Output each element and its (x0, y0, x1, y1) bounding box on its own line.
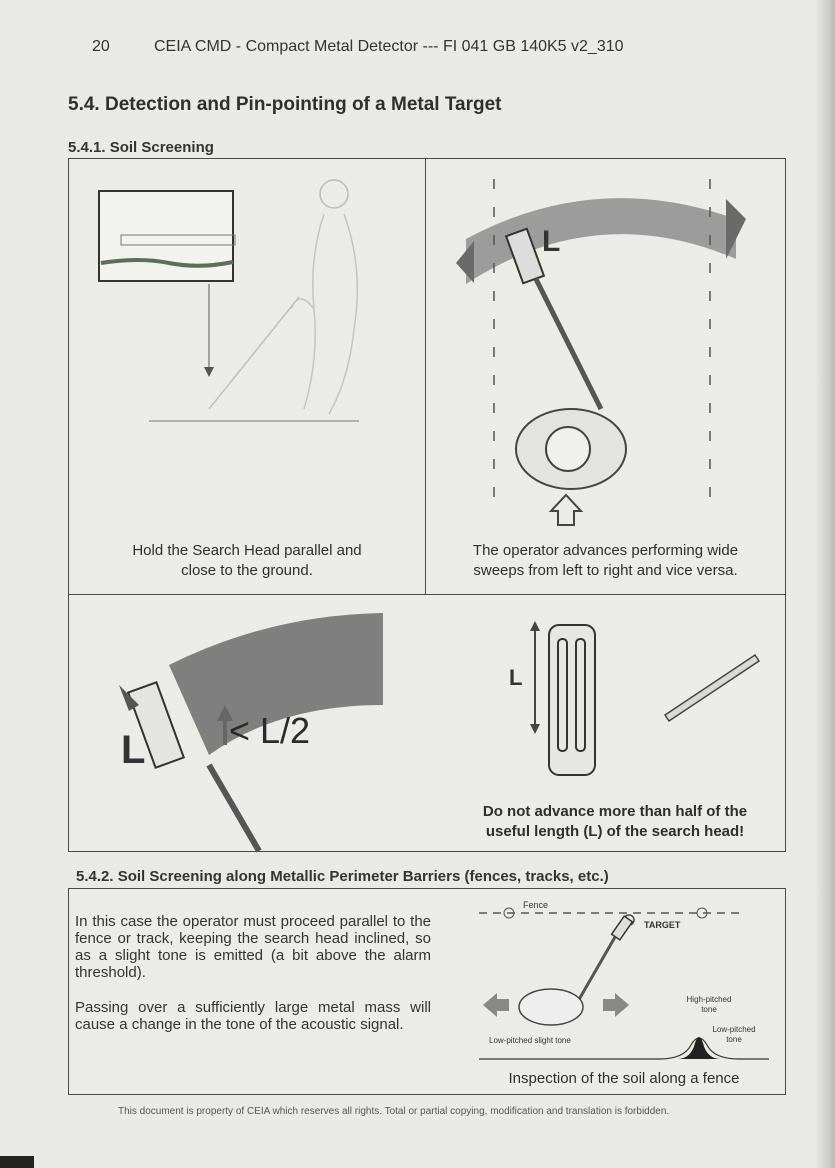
detector-shaft (209, 297, 299, 409)
figure-overlap-view (69, 595, 409, 851)
tone-peak (677, 1037, 721, 1059)
operator-top-view-small (519, 989, 583, 1025)
warning-line-1: Do not advance more than half of the (482, 803, 748, 820)
page-number: 20 (92, 38, 110, 55)
figure-box-soil-screening (68, 158, 786, 596)
high-tone-label-2: tone (701, 1005, 717, 1014)
operator-head-top (546, 427, 590, 471)
low-tone-label-1: Low-pitched (712, 1025, 756, 1034)
detector-shaft-side (665, 655, 759, 721)
figure-operator-side-view (69, 159, 425, 519)
search-head-inclined (612, 916, 633, 940)
subsection-title-perimeter: 5.4.2. Soil Screening along Metallic Perimeter Barriers (fences, tracks, etc.) (76, 868, 609, 885)
operator-body (291, 214, 357, 414)
section-title: 5.4. Detection and Pin-pointing of a Metal Target (68, 94, 502, 115)
half-length-label: < L/2 (229, 710, 311, 751)
caption-hold-parallel (69, 541, 425, 581)
caption-line-1: Hold the Search Head parallel and (132, 542, 362, 559)
caption-line-2: sweeps from left to right and vice versa. (473, 562, 738, 579)
page-header (92, 38, 624, 56)
length-label: L (542, 225, 561, 258)
sweep-arrow-left-icon (456, 241, 474, 283)
pointer-arrow-icon (204, 367, 214, 377)
low-tone-label-2: tone (726, 1035, 742, 1044)
caption-sweeps (426, 541, 785, 581)
detector-shaft-top (536, 279, 601, 409)
caption-line-1: The operator advances performing wide (472, 542, 739, 559)
caption-fence-inspection: Inspection of the soil along a fence (508, 1070, 740, 1087)
warning-line-2: useful length (L) of the search head! (485, 823, 745, 840)
detector-shaft-fence (577, 937, 615, 1003)
page-footer: This document is property of CEIA which reserves all rights. Total or partial copying, modification and translation is forbidden. (118, 1106, 670, 1117)
warning-advance (445, 802, 785, 842)
move-right-arrow-icon (603, 993, 629, 1017)
figure-box-advance-limit (68, 594, 786, 852)
document-title: CEIA CMD - Compact Metal Detector --- FI 041 GB 140K5 v2_310 (154, 38, 624, 55)
detector-shaft-closeup (209, 765, 259, 851)
length-label-large: L (121, 728, 146, 772)
search-head-front-icon (549, 625, 595, 775)
caption-line-2: close to the ground. (181, 562, 313, 579)
paragraph-proceed-parallel: In this case the operator must proceed parallel to the fence or track, keeping the search head inclined, so as a slight tone is emitted (a bit above the alarm threshold). (75, 913, 431, 981)
fence-label: Fence (523, 900, 549, 910)
figure-fence-inspection (469, 895, 779, 1075)
target-label: TARGET (644, 920, 681, 930)
advance-arrow-icon (551, 495, 581, 525)
page-corner-mark (0, 1156, 34, 1168)
move-left-arrow-icon (483, 993, 509, 1017)
figure-box-perimeter (68, 888, 786, 1095)
high-tone-label-1: High-pitched (686, 995, 732, 1004)
subsection-title-soil-screening: 5.4.1. Soil Screening (68, 139, 214, 156)
figure-search-head (445, 605, 785, 795)
paragraph-tone-change: Passing over a sufficiently large metal mass will cause a change in the tone of the acoustic signal. (75, 999, 431, 1033)
operator-head (320, 180, 348, 208)
sweep-arc (466, 198, 736, 284)
low-slight-tone-label: Low-pitched slight tone (489, 1036, 571, 1045)
detail-inset (99, 191, 233, 281)
page-edge-shadow (815, 0, 835, 1168)
figure-sweep-top-view (426, 159, 785, 529)
length-label-head: L (509, 665, 523, 690)
